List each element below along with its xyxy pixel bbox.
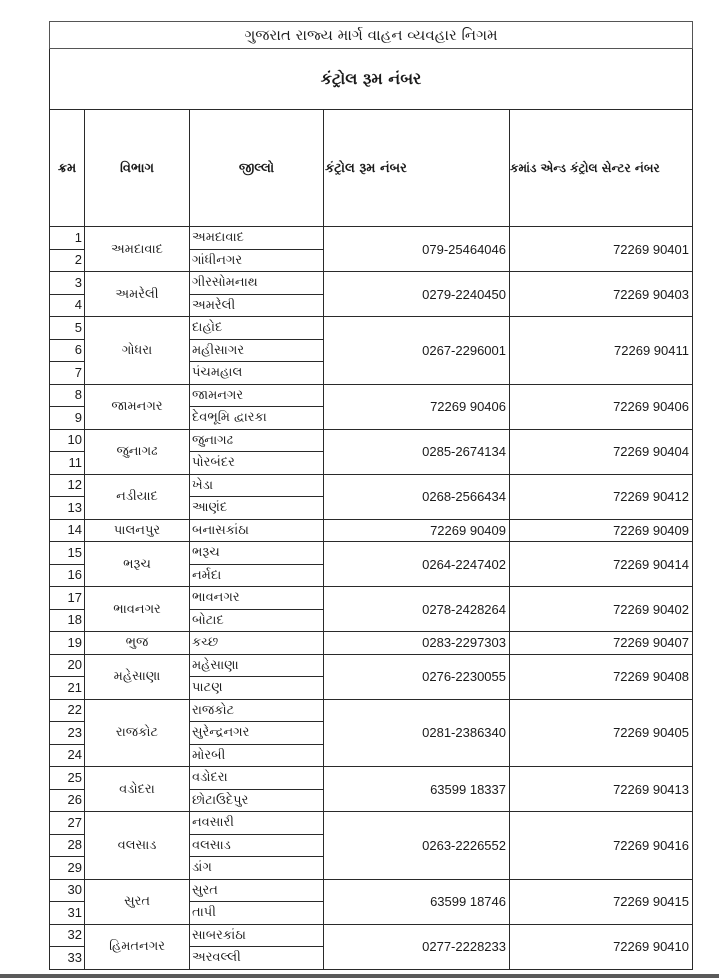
control-room-table	[49, 21, 693, 970]
district-name: સુરેન્દ્રનગર	[190, 722, 324, 745]
command-center-number: 72269 90411	[510, 317, 693, 385]
serial-number: 29	[50, 857, 85, 880]
control-room-number: 0278-2428264	[324, 587, 510, 632]
table-row	[50, 542, 693, 565]
district-name: રાજકોટ	[190, 699, 324, 722]
table-row	[50, 429, 693, 452]
district-name: પોરબંદર	[190, 452, 324, 475]
command-center-number: 72269 90413	[510, 767, 693, 812]
table-row	[50, 384, 693, 407]
col-header-control-room: કંટ્રોલ રૂમ નંબર	[324, 110, 510, 227]
serial-number: 28	[50, 834, 85, 857]
district-name: અમરેલી	[190, 294, 324, 317]
org-title: ગુજરાત રાજ્ય માર્ગ વાહન વ્યવહાર નિગમ	[50, 22, 693, 49]
district-name: જામનગર	[190, 384, 324, 407]
division-name: પાલનપુર	[85, 519, 190, 542]
control-room-number: 72269 90409	[324, 519, 510, 542]
control-room-number: 0277-2228233	[324, 924, 510, 969]
district-name: મોરબી	[190, 744, 324, 767]
serial-number: 25	[50, 767, 85, 790]
command-center-number: 72269 90409	[510, 519, 693, 542]
serial-number: 32	[50, 924, 85, 947]
serial-number: 4	[50, 294, 85, 317]
serial-number: 9	[50, 407, 85, 430]
division-name: રાજકોટ	[85, 699, 190, 767]
serial-number: 13	[50, 497, 85, 520]
command-center-number: 72269 90412	[510, 474, 693, 519]
serial-number: 26	[50, 789, 85, 812]
table-body	[50, 227, 693, 970]
serial-number: 5	[50, 317, 85, 340]
control-room-document	[49, 21, 692, 970]
division-name: ભુજ	[85, 632, 190, 655]
serial-number: 20	[50, 654, 85, 677]
control-room-number: 0267-2296001	[324, 317, 510, 385]
command-center-number: 72269 90415	[510, 879, 693, 924]
district-name: દેવભૂમિ દ્વારકા	[190, 407, 324, 430]
table-row	[50, 272, 693, 295]
serial-number: 11	[50, 452, 85, 475]
serial-number: 22	[50, 699, 85, 722]
division-name: વડોદરા	[85, 767, 190, 812]
district-name: અરવલ્લી	[190, 947, 324, 970]
serial-number: 16	[50, 564, 85, 587]
serial-number: 7	[50, 362, 85, 385]
serial-number: 24	[50, 744, 85, 767]
district-name: આણંદ	[190, 497, 324, 520]
command-center-number: 72269 90401	[510, 227, 693, 272]
district-name: નર્મદા	[190, 564, 324, 587]
district-name: વલસાડ	[190, 834, 324, 857]
col-header-command-center: કમાંડ એન્ડ કંટ્રોલ સેન્ટર નંબર	[510, 110, 693, 227]
table-row	[50, 519, 693, 542]
division-name: જામનગર	[85, 384, 190, 429]
district-name: મહીસાગર	[190, 339, 324, 362]
col-header-serial: ક્રમ	[50, 110, 85, 227]
table-row	[50, 474, 693, 497]
control-room-number: 079-25464046	[324, 227, 510, 272]
district-name: નવસારી	[190, 812, 324, 835]
serial-number: 6	[50, 339, 85, 362]
command-center-number: 72269 90406	[510, 384, 693, 429]
serial-number: 15	[50, 542, 85, 565]
command-center-number: 72269 90414	[510, 542, 693, 587]
district-name: તાપી	[190, 902, 324, 925]
table-row	[50, 924, 693, 947]
command-center-number: 72269 90410	[510, 924, 693, 969]
command-center-number: 72269 90402	[510, 587, 693, 632]
serial-number: 31	[50, 902, 85, 925]
district-name: ગાંધીનગર	[190, 249, 324, 272]
district-name: અમદાવાદ	[190, 227, 324, 250]
serial-number: 2	[50, 249, 85, 272]
division-name: અમરેલી	[85, 272, 190, 317]
control-room-number: 0281-2386340	[324, 699, 510, 767]
district-name: ડાંગ	[190, 857, 324, 880]
control-room-number: 0268-2566434	[324, 474, 510, 519]
table-row	[50, 699, 693, 722]
col-header-district: જીલ્લો	[190, 110, 324, 227]
table-subtitle: કંટ્રોલ રૂમ નંબર	[50, 49, 693, 110]
district-name: વડોદરા	[190, 767, 324, 790]
table-row	[50, 632, 693, 655]
table-row	[50, 879, 693, 902]
bottom-edge-bar	[0, 974, 719, 978]
division-name: અમદાવાદ	[85, 227, 190, 272]
control-room-number: 0263-2226552	[324, 812, 510, 880]
serial-number: 3	[50, 272, 85, 295]
serial-number: 8	[50, 384, 85, 407]
serial-number: 14	[50, 519, 85, 542]
division-name: ભરૂચ	[85, 542, 190, 587]
district-name: ખેડા	[190, 474, 324, 497]
serial-number: 17	[50, 587, 85, 610]
serial-number: 1	[50, 227, 85, 250]
district-name: પંચમહાલ	[190, 362, 324, 385]
command-center-number: 72269 90407	[510, 632, 693, 655]
command-center-number: 72269 90404	[510, 429, 693, 474]
district-name: છોટાઉદેપુર	[190, 789, 324, 812]
col-header-division: વિભાગ	[85, 110, 190, 227]
district-name: મહેસાણા	[190, 654, 324, 677]
table-row	[50, 767, 693, 790]
command-center-number: 72269 90403	[510, 272, 693, 317]
command-center-number: 72269 90416	[510, 812, 693, 880]
serial-number: 33	[50, 947, 85, 970]
serial-number: 27	[50, 812, 85, 835]
division-name: ભાવનગર	[85, 587, 190, 632]
district-name: બોટાદ	[190, 609, 324, 632]
serial-number: 12	[50, 474, 85, 497]
division-name: ગોધરા	[85, 317, 190, 385]
control-room-number: 63599 18337	[324, 767, 510, 812]
control-room-number: 63599 18746	[324, 879, 510, 924]
command-center-number: 72269 90408	[510, 654, 693, 699]
table-row	[50, 812, 693, 835]
command-center-number: 72269 90405	[510, 699, 693, 767]
table-row	[50, 317, 693, 340]
division-name: હિમતનગર	[85, 924, 190, 969]
district-name: સાબરકાંઠા	[190, 924, 324, 947]
control-room-number: 0276-2230055	[324, 654, 510, 699]
serial-number: 18	[50, 609, 85, 632]
district-name: ગીરસોમનાથ	[190, 272, 324, 295]
serial-number: 19	[50, 632, 85, 655]
serial-number: 23	[50, 722, 85, 745]
control-room-number: 0264-2247402	[324, 542, 510, 587]
district-name: ભાવનગર	[190, 587, 324, 610]
division-name: સુરત	[85, 879, 190, 924]
division-name: વલસાડ	[85, 812, 190, 880]
title-row	[50, 22, 693, 49]
serial-number: 10	[50, 429, 85, 452]
table-row	[50, 587, 693, 610]
control-room-number: 72269 90406	[324, 384, 510, 429]
division-name: મહેસાણા	[85, 654, 190, 699]
district-name: પાટણ	[190, 677, 324, 700]
column-header-row	[50, 110, 693, 227]
control-room-number: 0279-2240450	[324, 272, 510, 317]
district-name: દાહોદ	[190, 317, 324, 340]
table-row	[50, 227, 693, 250]
district-name: જુનાગઢ	[190, 429, 324, 452]
district-name: કચ્છ	[190, 632, 324, 655]
district-name: ભરૂચ	[190, 542, 324, 565]
control-room-number: 0283-2297303	[324, 632, 510, 655]
control-room-number: 0285-2674134	[324, 429, 510, 474]
serial-number: 30	[50, 879, 85, 902]
district-name: સુરત	[190, 879, 324, 902]
subtitle-row	[50, 49, 693, 110]
division-name: નડીયાદ	[85, 474, 190, 519]
district-name: બનાસકાંઠા	[190, 519, 324, 542]
table-row	[50, 654, 693, 677]
serial-number: 21	[50, 677, 85, 700]
division-name: જુનાગઢ	[85, 429, 190, 474]
